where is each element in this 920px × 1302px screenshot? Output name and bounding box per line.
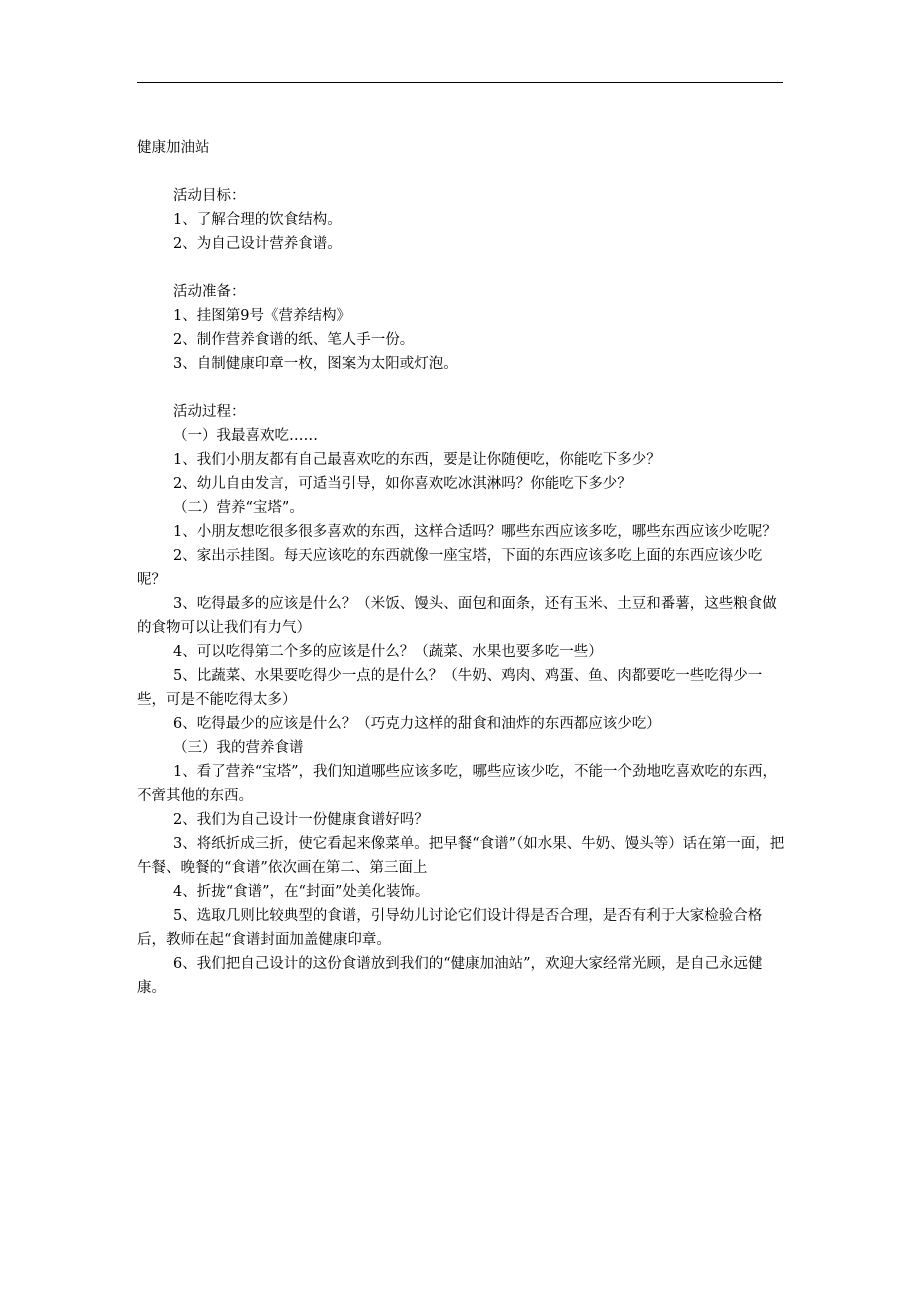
part3-item: 1、看了营养“宝塔”，我们知道哪些应该多吃，哪些应该少吃，不能一个劲地吃喜欢吃的东西，不啻其他的东西。 xyxy=(137,764,778,804)
part1-item: 2、幼儿自由发言，可适当引导，如你喜欢吃冰淇淋吗？你能吃下多少？ xyxy=(173,476,632,492)
part3-item: 3、将纸折成三折，使它看起来像菜单。把早餐“食谱”（如水果、牛奶、馒头等）话在第一面，把午餐、晚餐的“食谱”依次画在第二、第三面上 xyxy=(137,836,785,876)
prep-heading: 活动准备： xyxy=(173,284,246,300)
document-body xyxy=(137,136,785,1000)
part2-item: 3、吃得最多的应该是什么？（米饭、馒头、面包和面条，还有玉米、土豆和番薯，这些粮食做的食物可以让我们有力气） xyxy=(137,596,777,636)
prep-item: 3、自制健康印章一枚，图案为太阳或灯泡。 xyxy=(173,356,458,372)
goals-heading: 活动目标： xyxy=(173,188,246,204)
goal-item: 1、了解合理的饮食结构。 xyxy=(173,212,342,228)
goal-item: 2、为自己设计营养食谱。 xyxy=(173,236,342,252)
part1-item: 1、我们小朋友都有自己最喜欢吃的东西，要是让你随便吃，你能吃下多少？ xyxy=(173,452,661,468)
part3-item: 2、我们为自己设计一份健康食谱好吗？ xyxy=(173,812,429,828)
document-title: 健康加油站 xyxy=(137,140,210,156)
part2-item: 1、小朋友想吃很多很多喜欢的东西，这样合适吗？哪些东西应该多吃，哪些东西应该少吃呢？ xyxy=(173,524,777,540)
part2-item: 2、家出示挂图。每天应该吃的东西就像一座宝塔，下面的东西应该多吃上面的东西应该少吃呢？ xyxy=(137,548,763,588)
part3-item: 5、选取几则比较典型的食谱，引导幼儿讨论它们设计得是否合理，是否有利于大家检验合格后，教师在起“食谱封面加盖健康印章。 xyxy=(137,908,763,948)
prep-item: 1、挂图第9号《营养结构》 xyxy=(173,308,351,324)
prep-item: 2、制作营养食谱的纸、笔人手一份。 xyxy=(173,332,415,348)
part2-item: 6、吃得最少的应该是什么？（巧克力这样的甜食和油炸的东西都应该少吃） xyxy=(173,716,661,732)
part3-item: 6、我们把自己设计的这份食谱放到我们的“健康加油站”，欢迎大家经常光顾，是自己永远健康。 xyxy=(137,956,763,996)
part1-title: （一）我最喜欢吃…… xyxy=(173,428,318,444)
part3-title: （三）我的营养食谱 xyxy=(173,740,304,756)
part3-item: 4、折拢“食谱”，在“封面”处美化装饰。 xyxy=(173,884,430,900)
process-heading: 活动过程： xyxy=(173,404,246,420)
part2-item: 4、可以吃得第二个多的应该是什么？（蔬菜、水果也要多吃一些） xyxy=(173,644,603,660)
header-rule xyxy=(137,82,783,83)
part2-item: 5、比蔬菜、水果要吃得少一点的是什么？（牛奶、鸡肉、鸡蛋、鱼、肉都要吃一些吃得少一些，可是不能吃得太多） xyxy=(137,668,763,708)
part2-title: （二）营养“宝塔”。 xyxy=(173,500,304,516)
